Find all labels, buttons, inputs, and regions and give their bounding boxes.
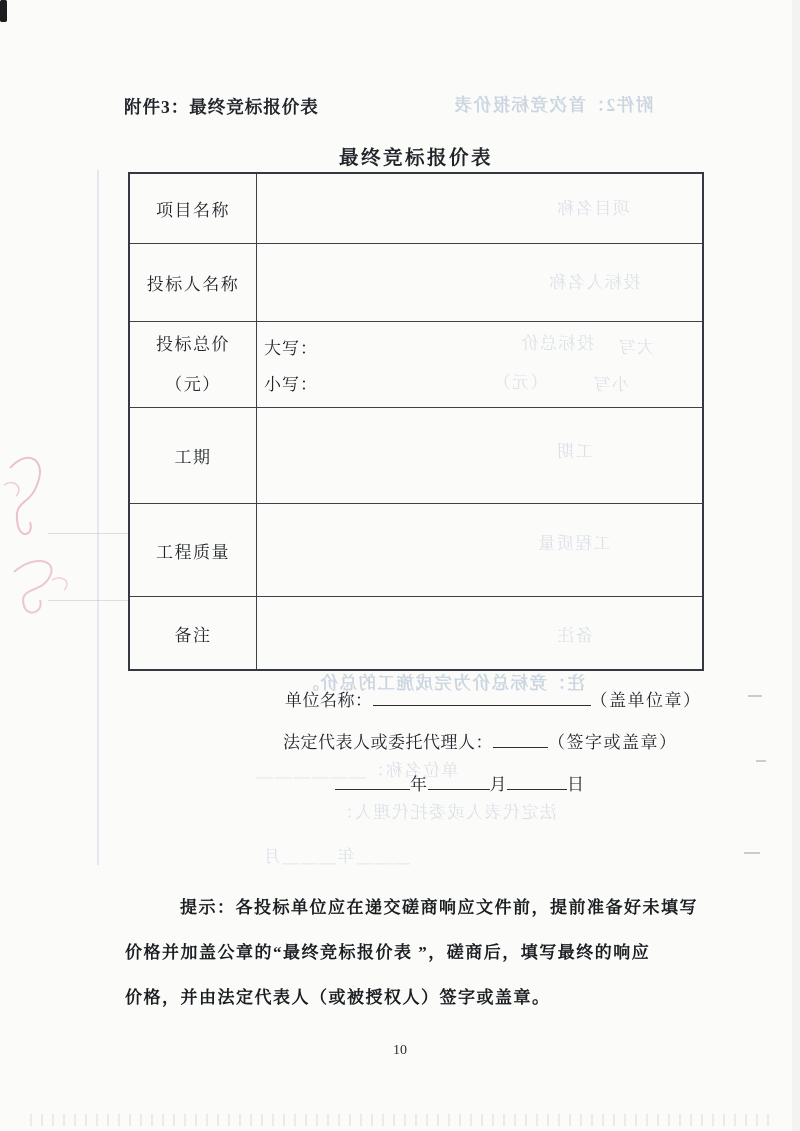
- row-label: 工期: [130, 408, 257, 503]
- bleedthrough-text: 投标总价: [520, 334, 594, 353]
- legal-representative-label: 法定代表人或委托代理人：: [283, 733, 493, 752]
- bleedthrough-text: ＿＿＿年＿＿＿月: [262, 847, 410, 866]
- note-line-2: 价格并加盖公章的“最终竞标报价表 ”，磋商后，填写最终的响应: [125, 943, 651, 962]
- bleedthrough-heading: 附件2：首次竞标报价表: [453, 95, 654, 115]
- price-in-figures-label: 小写：: [264, 375, 318, 395]
- row-label: 备注: [130, 597, 257, 669]
- month-label: 月: [489, 775, 507, 794]
- row-label: 项目名称: [130, 174, 257, 243]
- row-value-cell: [257, 504, 702, 596]
- bleedthrough-text: 大写: [617, 338, 654, 357]
- unit-name-label: 单位名称：: [285, 691, 373, 710]
- day-label: 日: [567, 775, 585, 794]
- bleedthrough-text: 单位名称：＿＿＿＿＿＿: [255, 761, 459, 780]
- scan-edge-shade: [792, 0, 800, 1131]
- bleedthrough-text: 投标人名称: [548, 273, 641, 292]
- year-label: 年: [410, 775, 428, 794]
- row-value-cell: [257, 174, 702, 243]
- bleedthrough-text: 备注: [556, 626, 593, 645]
- row-value-cell: [257, 244, 702, 321]
- date-line: [335, 770, 585, 795]
- blank-underline: [493, 730, 548, 748]
- row-label: 工程质量: [130, 504, 257, 596]
- scan-noise-band: [30, 1114, 770, 1126]
- table-row-project-name: [130, 174, 702, 243]
- table-row-remarks: [130, 596, 702, 669]
- bleedthrough-note: 注：竞标总价为完成施工的总价。: [300, 673, 585, 693]
- table-title: 最终竞标报价表: [338, 148, 493, 169]
- row-value-cell: [257, 322, 702, 407]
- table-row-total-price: [130, 321, 702, 407]
- table-row-bidder-name: [130, 243, 702, 321]
- row-value-cell: [257, 597, 702, 669]
- scan-mark: [744, 852, 760, 854]
- price-in-words-label: 大写：: [264, 338, 318, 358]
- blank-underline: [335, 772, 410, 790]
- unit-name-line: [285, 686, 702, 711]
- row-label-line1: 投标总价: [156, 334, 230, 354]
- bleedthrough-text: 项目名称: [556, 199, 630, 218]
- bleedthrough-table-line: [97, 170, 99, 865]
- bleedthrough-text: 工程质量: [537, 534, 611, 553]
- blank-underline: [428, 772, 490, 790]
- bleedthrough-text: 法定代表人或委托代理人：: [335, 803, 557, 822]
- note-line-3: 价格，并由法定代表人（或被授权人）签字或盖章。: [125, 988, 551, 1007]
- red-stamp-bleedthrough: [0, 430, 90, 660]
- blank-underline: [373, 688, 591, 706]
- table-row-quality: [130, 503, 702, 596]
- scan-corner-mark: [0, 0, 7, 22]
- blank-underline: [507, 772, 567, 790]
- scan-mark: [748, 695, 762, 697]
- note-line-1: 提示：各投标单位应在递交磋商响应文件前，提前准备好未填写: [180, 898, 698, 917]
- row-value-cell: [257, 408, 702, 503]
- sign-or-seal-note: （签字或盖章）: [548, 733, 678, 752]
- bleedthrough-text: （元）: [492, 373, 548, 392]
- row-label-line2: （元）: [165, 374, 221, 394]
- page-number: 10: [393, 1043, 407, 1058]
- table-row-duration: [130, 407, 702, 503]
- quotation-table: [128, 172, 704, 671]
- bleedthrough-text: 工期: [556, 442, 593, 461]
- row-label: 投标人名称: [130, 244, 257, 321]
- scan-mark: [756, 760, 766, 762]
- row-label: [130, 322, 257, 407]
- unit-seal-note: （盖单位章）: [590, 691, 702, 710]
- attachment-heading: 附件3：最终竞标报价表: [124, 97, 319, 117]
- bleedthrough-text: 小写: [592, 375, 629, 394]
- legal-representative-line: [283, 728, 678, 753]
